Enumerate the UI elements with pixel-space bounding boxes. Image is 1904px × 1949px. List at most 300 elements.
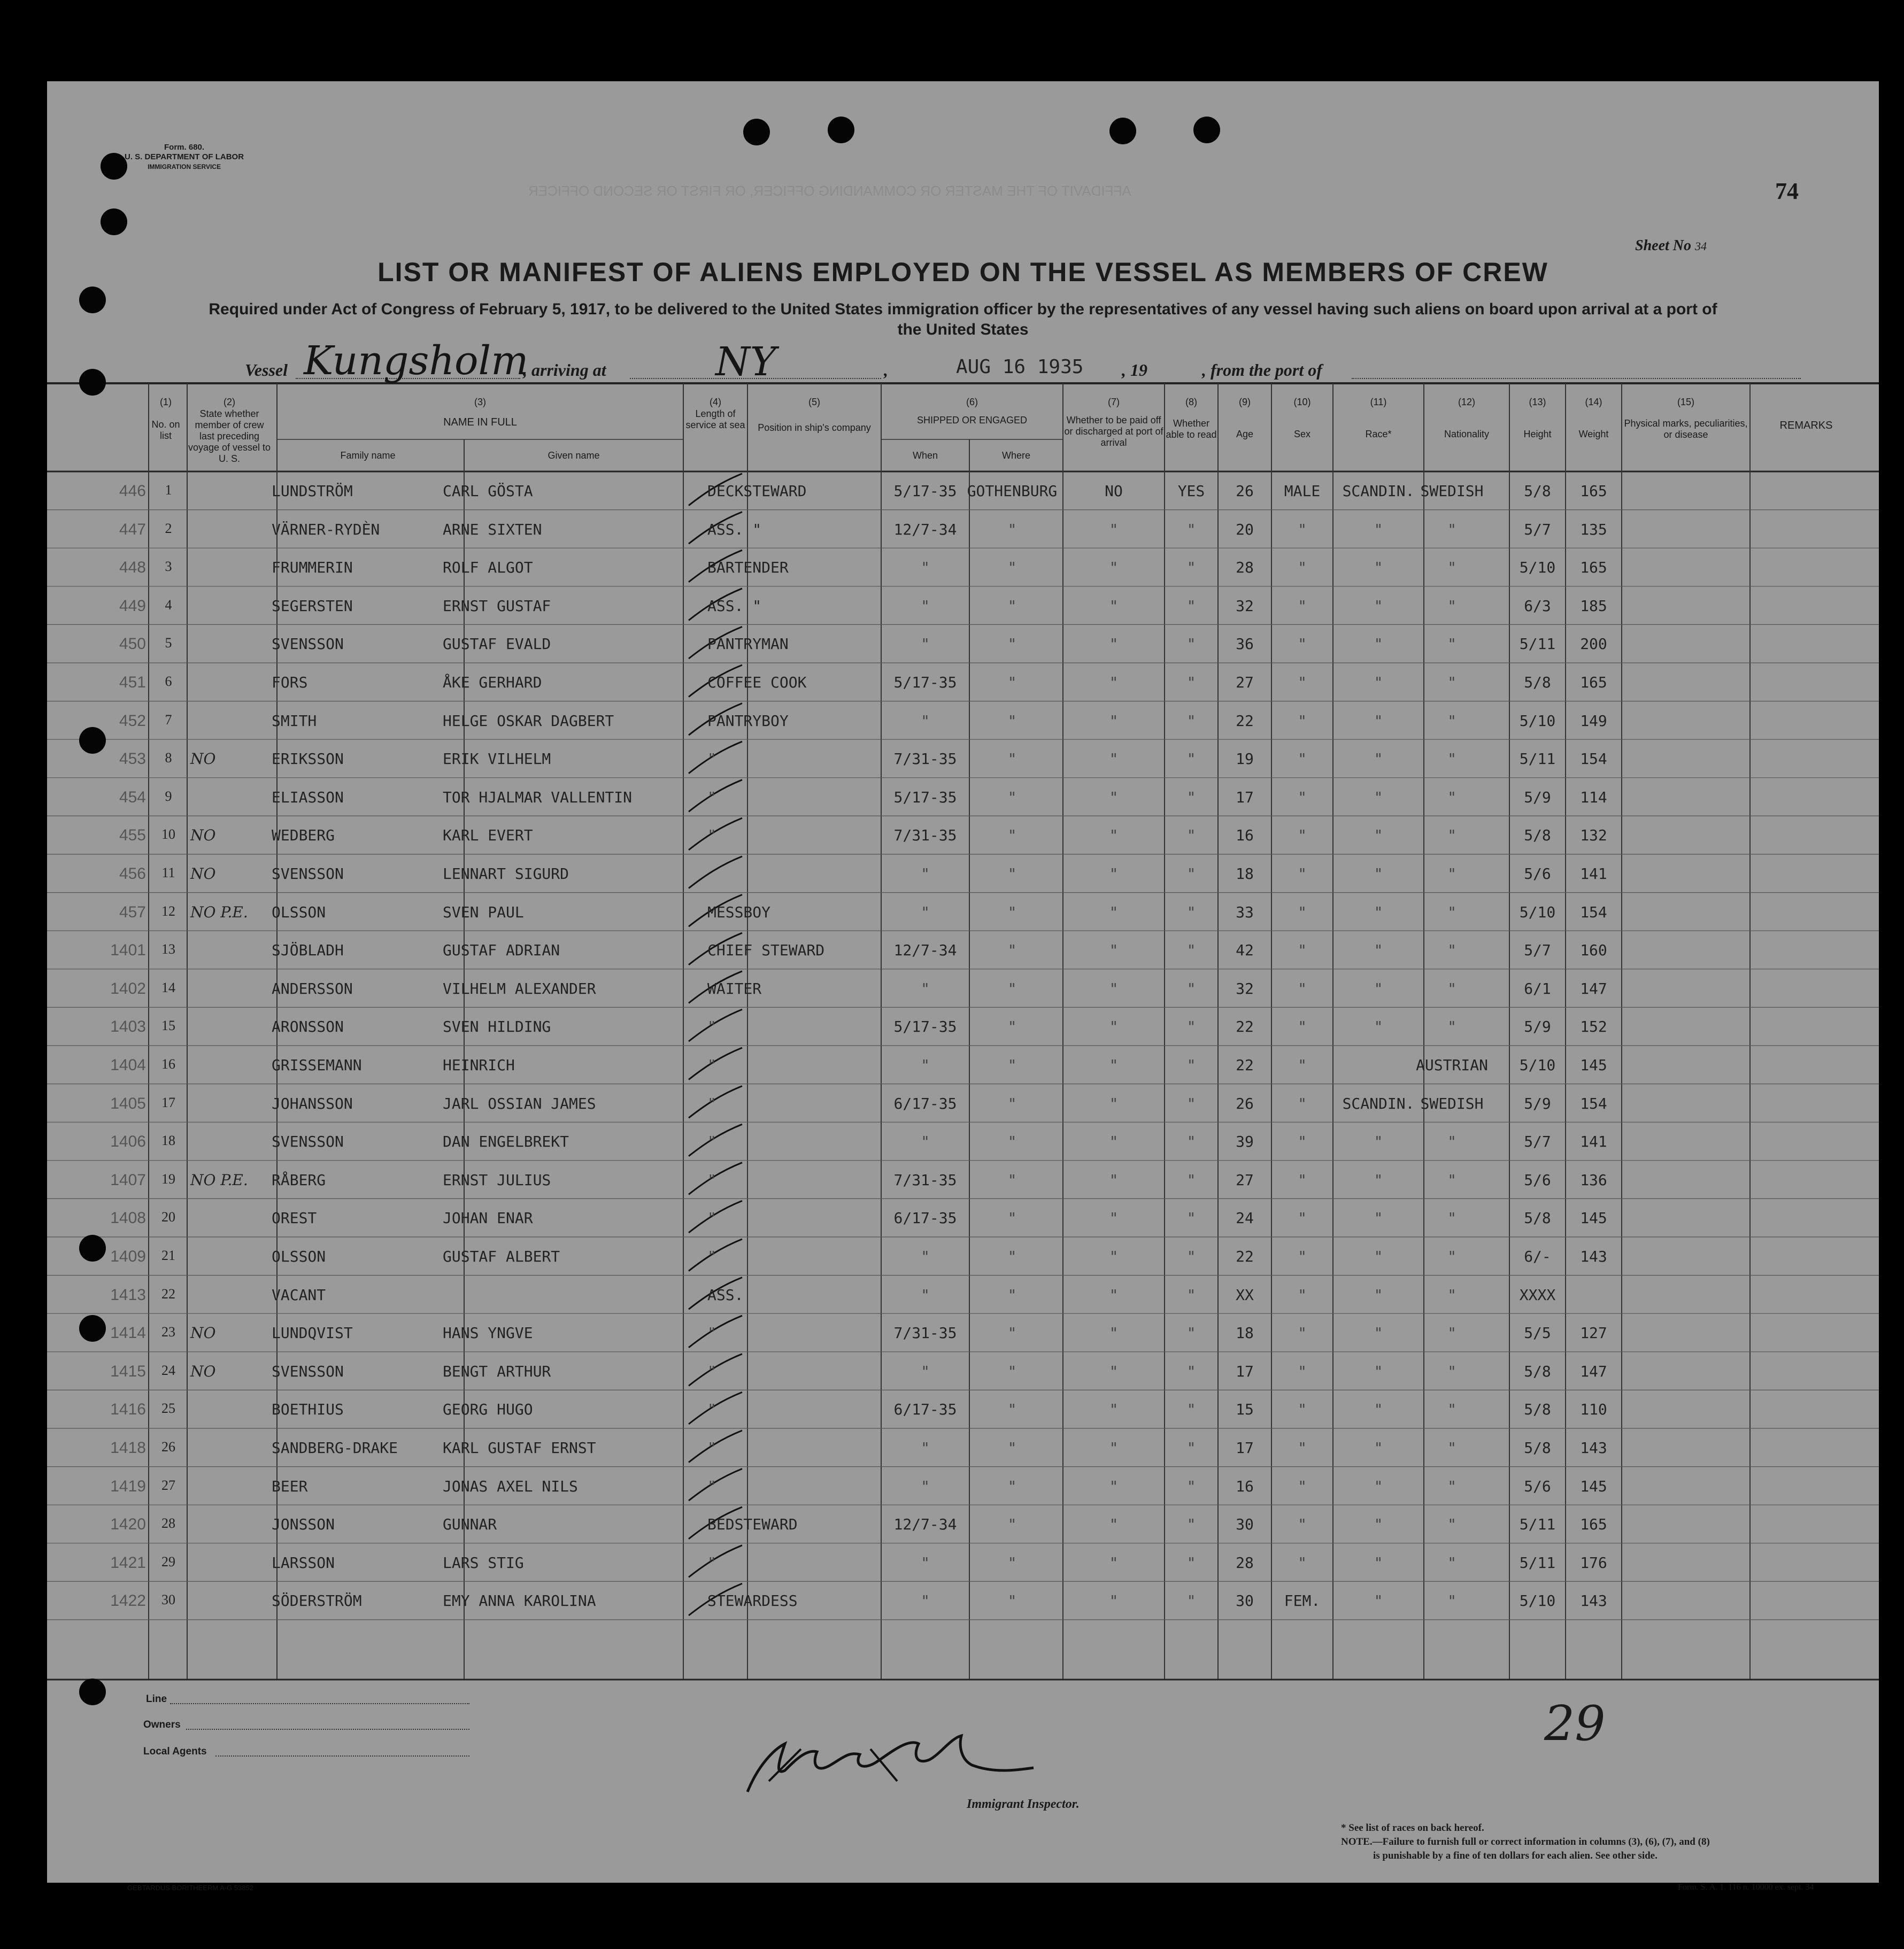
row-26-age: 17 — [1236, 1439, 1254, 1457]
row-1-where: GOTHENBURG — [967, 482, 1058, 500]
row-9-height: 5/9 — [1524, 788, 1551, 806]
row-27-given: JONAS AXEL NILS — [443, 1477, 578, 1495]
row-10-no: 10 — [161, 826, 175, 842]
row-25-family: BOETHIUS — [272, 1401, 344, 1419]
punch-hole — [743, 119, 770, 145]
row-20-race: " — [1374, 1209, 1383, 1227]
row-1-position: DECKSTEWARD — [707, 482, 807, 500]
row-1-read: YES — [1177, 482, 1205, 500]
row-15-age: 22 — [1236, 1018, 1254, 1036]
row-25-margin: 1416 — [110, 1401, 146, 1419]
row-6-position: COFFEE COOK — [707, 674, 807, 691]
row-27-height: 5/6 — [1524, 1477, 1551, 1495]
row-12-margin: 457 — [119, 903, 146, 921]
row-15-position: " — [707, 1018, 716, 1036]
row-30-where: " — [1007, 1592, 1017, 1610]
row-4-when: " — [921, 597, 930, 615]
row-12-prev: NO P.E. — [190, 903, 248, 921]
row-9-family: ELIASSON — [272, 788, 344, 806]
row-11-race: " — [1374, 865, 1383, 883]
row-14-sex: " — [1298, 979, 1307, 997]
row-3-weight: 165 — [1580, 559, 1607, 577]
row-17-family: JOHANSSON — [272, 1094, 353, 1112]
row-25-position: " — [707, 1401, 716, 1419]
row-13-paid: " — [1109, 941, 1119, 960]
row-14-where: " — [1007, 979, 1017, 997]
col3-family-name: Family name — [340, 450, 396, 461]
row-12-nationality: " — [1447, 903, 1456, 921]
row-16-paid: " — [1109, 1056, 1119, 1074]
row-20-given: JOHAN ENAR — [443, 1209, 533, 1227]
row-16-read: " — [1186, 1056, 1196, 1074]
row-30-no: 30 — [161, 1592, 175, 1608]
row-8-family: ERIKSSON — [272, 750, 344, 768]
row-24-weight: 147 — [1580, 1362, 1607, 1380]
row-26-when: " — [921, 1439, 930, 1457]
col2-label: State whether member of crew last preceding voyage of vessel to U. S. — [188, 408, 271, 464]
row-23-when: 7/31-35 — [893, 1324, 957, 1342]
row-27-race: " — [1374, 1477, 1383, 1495]
row-16-family: GRISSEMANN — [272, 1056, 362, 1074]
row-16-when: " — [921, 1056, 930, 1074]
row-2-height: 5/7 — [1524, 520, 1551, 538]
row-29-nationality: " — [1447, 1553, 1456, 1572]
row-18-age: 39 — [1236, 1133, 1254, 1151]
row-23-nationality: " — [1447, 1324, 1456, 1342]
date-stamp: AUG 16 1935 — [956, 356, 1084, 378]
row-10-sex: " — [1298, 826, 1307, 845]
row-18-no: 18 — [161, 1133, 175, 1149]
row-4-race: " — [1374, 597, 1383, 615]
row-10-margin: 455 — [119, 826, 146, 845]
row-20-where: " — [1007, 1209, 1017, 1227]
row-13-read: " — [1186, 941, 1196, 960]
row-25-sex: " — [1298, 1401, 1307, 1419]
row-18-nationality: " — [1447, 1133, 1456, 1151]
row-29-position: " — [707, 1553, 716, 1572]
row-20-read: " — [1186, 1209, 1196, 1227]
row-24-when: " — [921, 1362, 930, 1380]
row-18-given: DAN ENGELBREKT — [443, 1133, 569, 1151]
vessel-name: Kungsholm — [304, 338, 529, 384]
row-25-weight: 110 — [1580, 1401, 1607, 1419]
row-30-nationality: " — [1447, 1592, 1456, 1610]
row-14-nationality: " — [1447, 979, 1456, 997]
row-8-nationality: " — [1447, 750, 1456, 768]
row-6-age: 27 — [1236, 674, 1254, 691]
row-2-given: ARNE SIXTEN — [443, 520, 542, 538]
row-29-where: " — [1007, 1553, 1017, 1572]
row-3-paid: " — [1109, 559, 1119, 577]
row-5-nationality: " — [1447, 635, 1456, 653]
row-25-race: " — [1374, 1401, 1383, 1419]
row-28-when: 12/7-34 — [893, 1515, 957, 1534]
row-28-race: " — [1374, 1515, 1383, 1534]
row-23-age: 18 — [1236, 1324, 1254, 1342]
row-30-paid: " — [1109, 1592, 1119, 1610]
row-9-given: TOR HJALMAR VALLENTIN — [443, 788, 633, 806]
row-17-sex: " — [1298, 1094, 1307, 1112]
row-28-family: JONSSON — [272, 1515, 335, 1534]
row-9-race: " — [1374, 788, 1383, 806]
service-name: IMMIGRATION SERVICE — [148, 163, 221, 171]
row-13-height: 5/7 — [1524, 941, 1551, 960]
row-5-given: GUSTAF EVALD — [443, 635, 551, 653]
row-3-sex: " — [1298, 559, 1307, 577]
sheet-number — [1635, 237, 1707, 254]
row-26-position: " — [707, 1439, 716, 1457]
row-29-no: 29 — [161, 1553, 175, 1569]
row-10-paid: " — [1109, 826, 1119, 845]
row-19-prev: NO P.E. — [190, 1171, 248, 1189]
row-13-race: " — [1374, 941, 1383, 960]
row-3-where: " — [1007, 559, 1017, 577]
row-28-height: 5/11 — [1519, 1515, 1556, 1534]
row-13-nationality: " — [1447, 941, 1456, 960]
row-1-age: 26 — [1236, 482, 1254, 500]
row-2-nationality: " — [1447, 520, 1456, 538]
row-5-sex: " — [1298, 635, 1307, 653]
row-8-height: 5/11 — [1519, 750, 1556, 768]
row-23-race: " — [1374, 1324, 1383, 1342]
row-13-position: CHIEF STEWARD — [707, 941, 825, 960]
row-16-given: HEINRICH — [443, 1056, 515, 1074]
row-27-when: " — [921, 1477, 930, 1495]
row-1-no: 1 — [165, 482, 172, 498]
row-30-family: SÖDERSTRÖM — [272, 1592, 362, 1610]
row-28-margin: 1420 — [110, 1515, 146, 1534]
row-12-sex: " — [1298, 903, 1307, 921]
arriving-value: NY — [715, 339, 776, 385]
row-25-where: " — [1007, 1401, 1017, 1419]
row-6-height: 5/8 — [1524, 674, 1551, 691]
row-1-height: 5/8 — [1524, 482, 1551, 500]
row-15-paid: " — [1109, 1018, 1119, 1036]
row-13-where: " — [1007, 941, 1017, 960]
row-7-margin: 452 — [119, 711, 146, 730]
row-27-family: BEER — [272, 1477, 308, 1495]
binder-hole — [79, 1679, 106, 1705]
row-7-position: PANTRYBOY — [707, 711, 789, 730]
row-27-where: " — [1007, 1477, 1017, 1495]
row-26-paid: " — [1109, 1439, 1119, 1457]
row-29-given: LARS STIG — [443, 1553, 524, 1572]
row-20-when: 6/17-35 — [893, 1209, 957, 1227]
row-17-read: " — [1186, 1094, 1196, 1112]
row-18-position: " — [707, 1133, 716, 1151]
row-13-weight: 160 — [1580, 941, 1607, 960]
row-14-no: 14 — [161, 979, 175, 995]
col11-num: (11) — [1370, 397, 1387, 407]
row-11-no: 11 — [161, 865, 175, 880]
row-2-family: VÄRNER-RYDÈN — [272, 520, 380, 538]
row-23-read: " — [1186, 1324, 1196, 1342]
punch-hole — [828, 117, 854, 143]
row-20-margin: 1408 — [110, 1209, 146, 1227]
row-23-position: " — [707, 1324, 716, 1342]
row-23-family: LUNDQVIST — [272, 1324, 353, 1342]
row-2-race: " — [1374, 520, 1383, 538]
row-24-no: 24 — [161, 1362, 175, 1378]
row-19-where: " — [1007, 1171, 1017, 1189]
row-19-read: " — [1186, 1171, 1196, 1189]
row-6-read: " — [1186, 674, 1196, 691]
row-5-margin: 450 — [119, 635, 146, 653]
row-29-margin: 1421 — [110, 1553, 146, 1572]
row-17-paid: " — [1109, 1094, 1119, 1112]
row-11-nationality: " — [1447, 865, 1456, 883]
row-19-age: 27 — [1236, 1171, 1254, 1189]
row-29-race: " — [1374, 1553, 1383, 1572]
row-26-sex: " — [1298, 1439, 1307, 1457]
owners-label: Owners — [143, 1719, 181, 1730]
row-29-when: " — [921, 1553, 930, 1572]
row-20-height: 5/8 — [1524, 1209, 1551, 1227]
row-16-age: 22 — [1236, 1056, 1254, 1074]
row-21-sex: " — [1298, 1248, 1307, 1265]
col8-num: (8) — [1185, 397, 1197, 407]
row-16-nationality: AUSTRIAN — [1416, 1056, 1488, 1074]
row-12-no: 12 — [161, 903, 175, 919]
col7-num: (7) — [1108, 397, 1120, 407]
row-14-weight: 147 — [1580, 979, 1607, 997]
row-2-position: ASS. " — [707, 520, 762, 538]
row-21-when: " — [921, 1248, 930, 1265]
row-15-weight: 152 — [1580, 1018, 1607, 1036]
row-29-age: 28 — [1236, 1553, 1254, 1572]
row-30-sex: FEM. — [1284, 1592, 1321, 1610]
row-3-when: " — [921, 559, 930, 577]
row-19-nationality: " — [1447, 1171, 1456, 1189]
row-8-prev: NO — [190, 750, 216, 768]
row-10-age: 16 — [1236, 826, 1254, 845]
row-8-paid: " — [1109, 750, 1119, 768]
row-14-when: " — [921, 979, 930, 997]
row-25-age: 15 — [1236, 1401, 1254, 1419]
row-11-paid: " — [1109, 865, 1119, 883]
form-number: Form. 680. — [164, 143, 205, 152]
row-3-given: ROLF ALGOT — [443, 559, 533, 577]
row-28-weight: 165 — [1580, 1515, 1607, 1534]
row-3-race: " — [1374, 559, 1383, 577]
row-27-weight: 145 — [1580, 1477, 1607, 1495]
row-20-family: OREST — [272, 1209, 317, 1227]
col15-label: Physical marks, peculiarities, or disease — [1624, 418, 1748, 440]
row-2-paid: " — [1109, 520, 1119, 538]
row-30-given: EMY ANNA KAROLINA — [443, 1592, 596, 1610]
row-16-weight: 145 — [1580, 1056, 1607, 1074]
col12-label: Nationality — [1444, 429, 1490, 439]
row-16-position: " — [707, 1056, 716, 1074]
row-23-weight: 127 — [1580, 1324, 1607, 1342]
row-25-when: 6/17-35 — [893, 1401, 957, 1419]
row-24-height: 5/8 — [1524, 1362, 1551, 1380]
vessel-line: Vessel Kungsholm , arriving at NY , AUG 16 1935 , 19 , from the port of — [245, 349, 1806, 381]
row-10-race: " — [1374, 826, 1383, 845]
row-7-family: SMITH — [272, 711, 317, 730]
row-9-read: " — [1186, 788, 1196, 806]
row-3-position: BARTENDER — [707, 559, 789, 577]
row-28-given: GUNNAR — [443, 1515, 497, 1534]
row-22-position: ASS. — [707, 1286, 744, 1304]
row-2-weight: 135 — [1580, 520, 1607, 538]
row-7-paid: " — [1109, 711, 1119, 730]
row-28-paid: " — [1109, 1515, 1119, 1534]
row-27-position: " — [707, 1477, 716, 1495]
row-14-race: " — [1374, 979, 1383, 997]
row-3-read: " — [1186, 559, 1196, 577]
inspector-label: Immigrant Inspector. — [967, 1797, 1080, 1811]
row-28-read: " — [1186, 1515, 1196, 1534]
year-label: , 19 — [1122, 360, 1147, 380]
row-10-given: KARL EVERT — [443, 826, 533, 845]
row-27-nationality: " — [1447, 1477, 1456, 1495]
col7-label: Whether to be paid off or discharged at port of arrival — [1064, 415, 1163, 448]
row-7-race: " — [1374, 711, 1383, 730]
row-7-sex: " — [1298, 711, 1307, 730]
row-13-age: 42 — [1236, 941, 1254, 960]
row-24-read: " — [1186, 1362, 1196, 1380]
sheet-value: 34 — [1695, 239, 1707, 253]
races-footnote: * See list of races on back hereof. — [1341, 1822, 1484, 1834]
row-20-sex: " — [1298, 1209, 1307, 1227]
col4-label: Length of service at sea — [685, 408, 745, 430]
row-25-nationality: " — [1447, 1401, 1456, 1419]
row-22-no: 22 — [161, 1286, 175, 1302]
row-21-given: GUSTAF ALBERT — [443, 1248, 560, 1265]
binder-hole — [79, 727, 106, 754]
note-line-2: is punishable by a fine of ten dollars for each alien. See other side. — [1373, 1850, 1658, 1861]
row-12-family: OLSSON — [272, 903, 326, 921]
row-29-family: LARSSON — [272, 1553, 335, 1572]
sheet-label: Sheet No — [1635, 237, 1691, 254]
row-30-race: " — [1374, 1592, 1383, 1610]
department-name: U. S. DEPARTMENT OF LABOR — [125, 152, 244, 161]
row-19-weight: 136 — [1580, 1171, 1607, 1189]
row-19-given: ERNST JULIUS — [443, 1171, 551, 1189]
row-4-nationality: " — [1447, 597, 1456, 615]
col3-given-name: Given name — [548, 450, 600, 461]
row-9-nationality: " — [1447, 788, 1456, 806]
row-19-no: 19 — [161, 1171, 175, 1187]
row-29-paid: " — [1109, 1553, 1119, 1572]
row-10-when: 7/31-35 — [893, 826, 957, 845]
row-22-family: VACANT — [272, 1286, 326, 1304]
row-14-paid: " — [1109, 979, 1119, 997]
row-28-sex: " — [1298, 1515, 1307, 1534]
row-25-no: 25 — [161, 1401, 175, 1417]
row-22-when: " — [921, 1286, 930, 1304]
row-24-age: 17 — [1236, 1362, 1254, 1380]
row-9-no: 9 — [165, 788, 172, 804]
row-7-where: " — [1007, 711, 1017, 730]
row-15-family: ARONSSON — [272, 1018, 344, 1036]
col6-when: When — [912, 450, 938, 461]
row-10-read: " — [1186, 826, 1196, 845]
row-11-read: " — [1186, 865, 1196, 883]
row-19-sex: " — [1298, 1171, 1307, 1189]
col2-num: (2) — [223, 397, 235, 407]
row-17-weight: 154 — [1580, 1094, 1607, 1112]
row-30-height: 5/10 — [1519, 1592, 1556, 1610]
row-6-paid: " — [1109, 674, 1119, 691]
row-21-where: " — [1007, 1248, 1017, 1265]
row-2-no: 2 — [165, 520, 172, 536]
row-28-no: 28 — [161, 1515, 175, 1532]
col10-num: (10) — [1293, 397, 1311, 407]
col4-num: (4) — [710, 397, 721, 407]
row-12-race: " — [1374, 903, 1383, 921]
row-6-margin: 451 — [119, 674, 146, 691]
row-21-read: " — [1186, 1248, 1196, 1265]
form-reference: Form. S. A. 1. 116 n. 10000 ex. sept. 34 — [1678, 1883, 1814, 1892]
row-15-no: 15 — [161, 1018, 175, 1034]
row-23-prev: NO — [190, 1324, 216, 1342]
row-14-position: WAITER — [707, 979, 762, 997]
row-8-margin: 453 — [119, 750, 146, 768]
binder-hole — [79, 369, 106, 396]
row-1-sex: MALE — [1284, 482, 1321, 500]
row-4-weight: 185 — [1580, 597, 1607, 615]
row-11-prev: NO — [190, 865, 216, 883]
row-14-height: 6/1 — [1524, 979, 1551, 997]
row-13-no: 13 — [161, 941, 175, 957]
row-16-where: " — [1007, 1056, 1017, 1074]
row-26-margin: 1418 — [110, 1439, 146, 1457]
row-8-given: ERIK VILHELM — [443, 750, 551, 768]
row-2-age: 20 — [1236, 520, 1254, 538]
row-18-margin: 1406 — [110, 1133, 146, 1151]
row-8-race: " — [1374, 750, 1383, 768]
footnote — [1341, 1821, 1876, 1863]
row-23-paid: " — [1109, 1324, 1119, 1342]
page-subtitle: Required under Act of Congress of February 5, 1917, to be delivered to the United States immigration officer by the representatives of any vessel having such aliens on board upon arrival at a port of the United States — [209, 300, 1717, 338]
row-11-family: SVENSSON — [272, 865, 344, 883]
row-4-height: 6/3 — [1524, 597, 1551, 615]
col14-num: (14) — [1585, 397, 1602, 407]
row-25-given: GEORG HUGO — [443, 1401, 533, 1419]
row-10-nationality: " — [1447, 826, 1456, 845]
col3-label: NAME IN FULL — [443, 416, 517, 428]
service-pen-mark — [689, 856, 742, 888]
row-15-when: 5/17-35 — [893, 1018, 957, 1036]
row-13-sex: " — [1298, 941, 1307, 960]
row-9-paid: " — [1109, 788, 1119, 806]
vessel-label: Vessel — [245, 360, 288, 380]
row-1-given: CARL GÖSTA — [443, 482, 533, 500]
row-26-no: 26 — [161, 1439, 175, 1455]
row-3-no: 3 — [165, 559, 172, 575]
binder-hole — [79, 1235, 106, 1262]
row-8-no: 8 — [165, 750, 172, 766]
row-5-position: PANTRYMAN — [707, 635, 789, 653]
row-25-paid: " — [1109, 1401, 1119, 1419]
row-5-weight: 200 — [1580, 635, 1607, 653]
row-7-when: " — [921, 711, 930, 730]
row-18-sex: " — [1298, 1133, 1307, 1151]
row-7-read: " — [1186, 711, 1196, 730]
row-12-position: MESSBOY — [707, 903, 771, 921]
row-29-read: " — [1186, 1553, 1196, 1572]
row-10-position: " — [707, 826, 716, 845]
row-17-where: " — [1007, 1094, 1017, 1112]
row-24-paid: " — [1109, 1362, 1119, 1380]
col9-num: (9) — [1239, 397, 1251, 407]
row-22-paid: " — [1109, 1286, 1119, 1304]
row-23-margin: 1414 — [110, 1324, 146, 1342]
row-19-height: 5/6 — [1524, 1171, 1551, 1189]
row-11-margin: 456 — [119, 865, 146, 883]
